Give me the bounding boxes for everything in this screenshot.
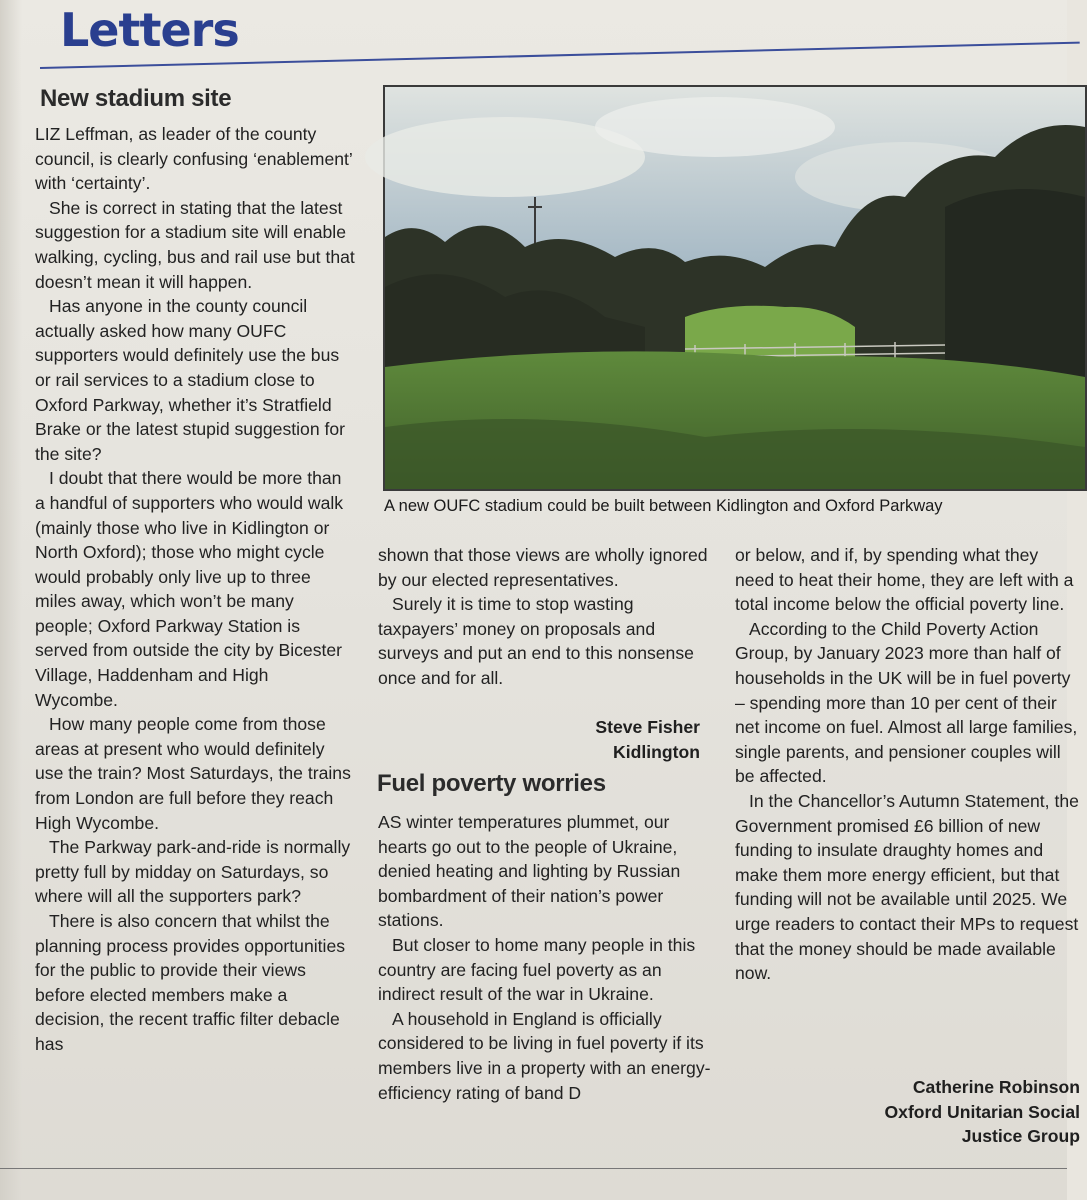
letter1-paragraph: She is correct in stating that the latest suggestion for a stadium site will enable walking, cycling, bus and rail use but that doesn’t mean it will happen. xyxy=(35,197,355,292)
signature-organisation: Oxford Unitarian Social xyxy=(884,1101,1080,1122)
letter2-headline: Fuel poverty worries xyxy=(377,770,606,797)
letter1-paragraph: LIZ Leffman, as leader of the county council, is clearly confusing ‘enablement’ with ‘certainty’. xyxy=(35,124,353,194)
letter2-paragraph: In the Chancellor’s Autumn Statement, the Government promised £6 billion of new funding to insulate draughty homes and make them more energy efficient, but that funding will not be available until 2025. We urge readers to contact their MPs to request that the money should be made available now. xyxy=(735,790,1079,984)
signature-name: Steve Fisher xyxy=(595,717,700,737)
letter1-paragraph: How many people come from those areas at present who would definitely use the train? Most Saturdays, the trains from London are full before they reach High Wycombe. xyxy=(35,714,351,833)
letter2-paragraph: According to the Child Poverty Action Group, by January 2023 more than half of households in the UK will be in fuel poverty – spending more than 10 per cent of their net income on fuel. Almost all large families, single parents, and pensioner couples will be affected. xyxy=(735,618,1078,787)
page-edge-shadow xyxy=(0,0,22,1200)
signature-name: Catherine Robinson xyxy=(912,1077,1080,1097)
letter1-paragraph: Surely it is time to stop wasting taxpayers’ money on proposals and surveys and put an end to this nonsense once and for all. xyxy=(378,594,694,688)
letter2-paragraph: But closer to home many people in this country are facing fuel poverty as an indirect result of the war in Ukraine. xyxy=(378,934,696,1005)
letter2-paragraph: A household in England is officially considered to be living in fuel poverty if its members live in a property with an energy-efficiency rating of band D xyxy=(378,1008,711,1103)
signature-place: Kidlington xyxy=(613,741,700,762)
stadium-site-photo xyxy=(383,85,1087,491)
letter1-paragraph: shown that those views are wholly ignored by our elected representatives. xyxy=(378,545,708,590)
letter1-paragraph: Has anyone in the county council actually asked how many OUFC supporters would definitely use the bus or rail services to a stadium close to Oxford Parkway, whether it’s Stratfield Brake or the latest stupid suggestion for the site? xyxy=(35,296,346,464)
letter1-column xyxy=(35,122,355,1057)
signature-organisation-cont: Justice Group xyxy=(961,1126,1080,1147)
photo-caption: A new OUFC stadium could be built between Kidlington and Oxford Parkway xyxy=(384,497,943,515)
field-landscape-image xyxy=(385,87,1085,489)
letter1-paragraph: There is also concern that whilst the planning process provides opportunities for the public to provide their views before elected members make a decision, the recent traffic filter debacle has xyxy=(35,911,346,1054)
letter2-column xyxy=(378,810,713,1105)
letter1-signature xyxy=(500,715,700,764)
letter1-paragraph: I doubt that there would be more than a handful of supporters who would walk (mainly those who live in Kidlington or North Oxford); those who might cycle would probably only live up to three miles away, which won’t be many people; Oxford Parkway Station is served from outside the city by Bicester Village, Haddenham and High Wycombe. xyxy=(35,468,344,710)
section-title: Letters xyxy=(60,3,239,57)
letter1-continued-column xyxy=(378,543,713,691)
letter2-signature xyxy=(780,1075,1080,1149)
page-bottom-rule xyxy=(0,1168,1067,1169)
letter1-headline: New stadium site xyxy=(40,85,232,112)
letter2-continued-column xyxy=(735,543,1080,986)
letter2-paragraph: or below, and if, by spending what they need to heat their home, they are left with a total income below the official poverty line. xyxy=(735,545,1074,615)
letter2-paragraph: AS winter temperatures plummet, our hearts go out to the people of Ukraine, denied heating and lighting by Russian bombardment of their nation’s power stations. xyxy=(378,812,681,931)
letter1-paragraph: The Parkway park-and-ride is normally pretty full by midday on Saturdays, so where will all the supporters park? xyxy=(35,837,351,907)
